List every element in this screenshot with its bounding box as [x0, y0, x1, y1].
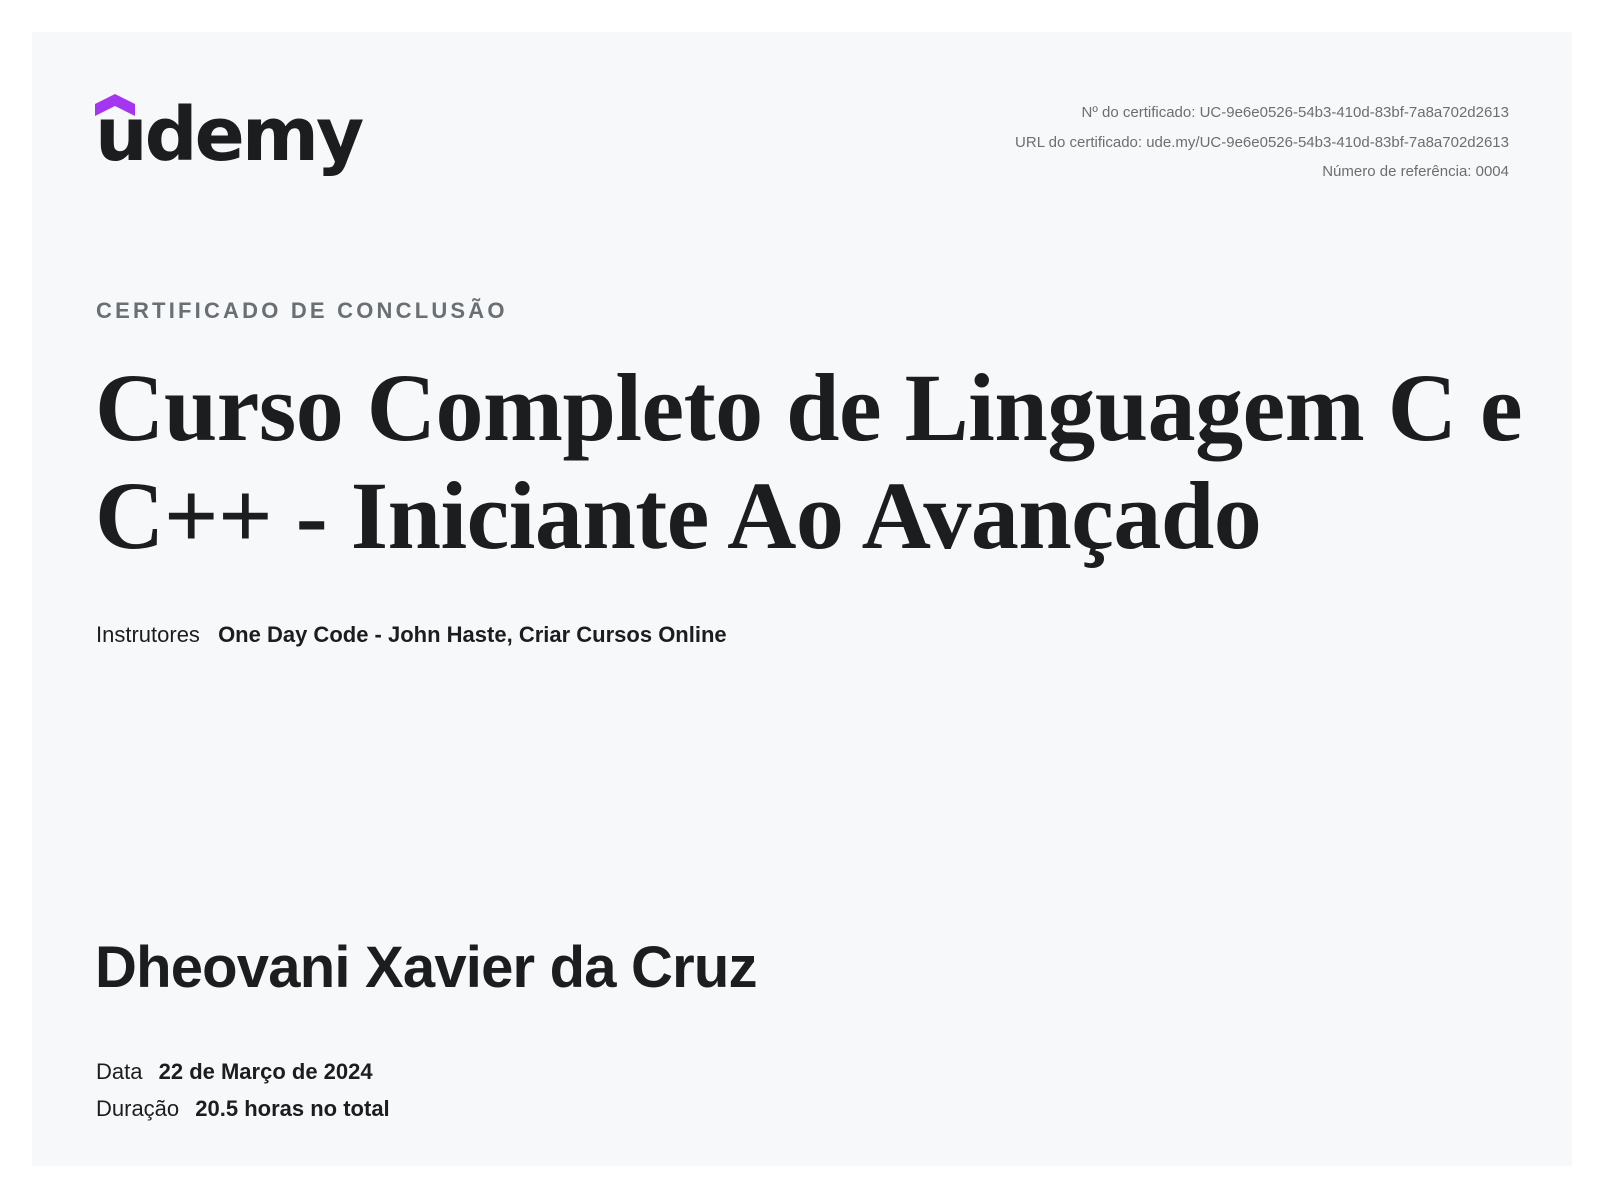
logo-wordmark: udemy	[95, 92, 362, 178]
instructors-label: Instrutores	[96, 622, 200, 647]
certificate-kicker: CERTIFICADO DE CONCLUSÃO	[96, 298, 508, 323]
instructors-line	[96, 622, 727, 648]
udemy-logo	[95, 94, 365, 194]
certificate-meta	[1015, 98, 1509, 187]
date-label: Data	[96, 1059, 143, 1084]
duration-label: Duração	[96, 1096, 180, 1121]
duration-line	[96, 1096, 390, 1122]
certificate	[32, 32, 1572, 1166]
instructor-name: Criar Cursos Online	[518, 622, 727, 647]
instructor-name: One Day Code - John Haste,	[218, 622, 513, 647]
duration-value: 20.5 horas no total	[195, 1096, 390, 1121]
student-name: Dheovani Xavier da Cruz	[95, 935, 757, 1000]
date-value: 22 de Março de 2024	[158, 1059, 373, 1084]
certificate-url[interactable]: URL do certificado: ude.my/UC-9e6e0526-54b3-410d-83bf-7a8a702d2613	[1015, 133, 1509, 151]
reference-number: Número de referência: 0004	[1322, 163, 1509, 180]
date-line	[96, 1059, 373, 1085]
certificate-number: Nº do certificado: UC-9e6e0526-54b3-410d-83bf-7a8a702d2613	[1081, 104, 1509, 121]
course-title: Curso Completo de Linguagem C e C++ - Iniciante Ao Avançado	[95, 354, 1523, 569]
